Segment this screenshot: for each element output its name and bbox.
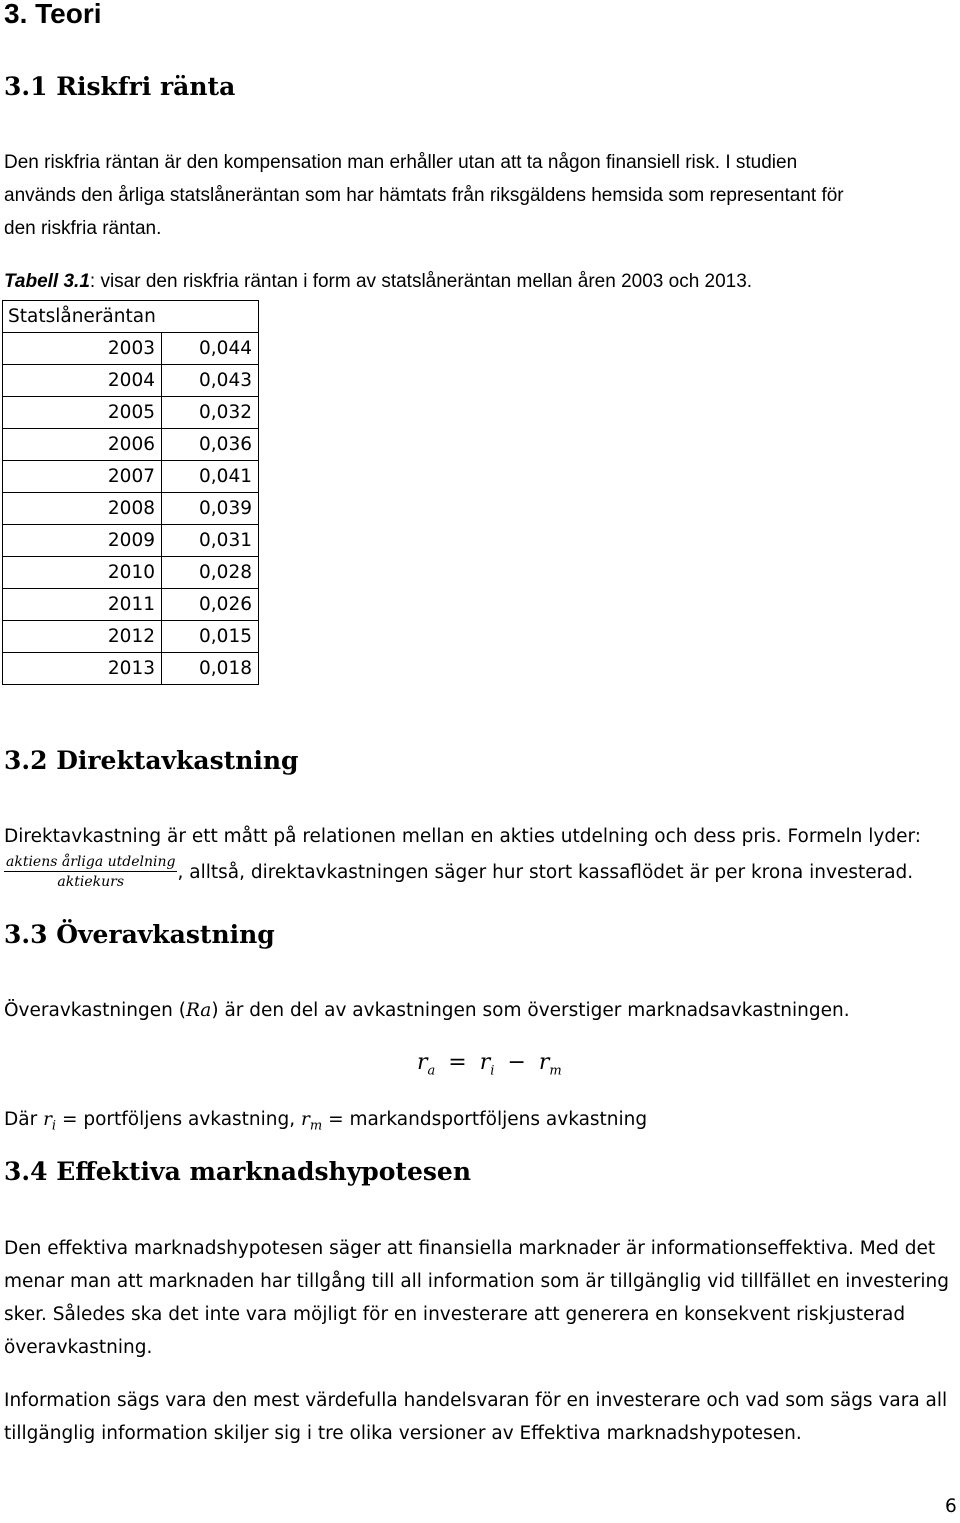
year-cell: 2009 [3,525,162,557]
paragraph-line: överavkastning. [4,1337,153,1358]
year-cell: 2007 [3,461,162,493]
section-3-2-title: 3.2 Direktavkastning [4,746,299,775]
year-cell: 2006 [3,429,162,461]
table-caption-text: : visar den riskfria räntan i form av statslåneräntan mellan åren 2003 och 2013. [89,271,753,292]
excess-return-formula [417,1050,562,1078]
text-fragment: Där [4,1109,44,1130]
text-fragment: = markandsportföljens avkastning [322,1109,648,1130]
formula-minus: − [507,1050,526,1075]
section-3-3-title: 3.3 Överavkastning [4,920,275,949]
table-row [3,429,259,461]
fraction-numerator: aktiens årliga utdelning [6,854,176,870]
year-cell: 2010 [3,557,162,589]
formula-var: r [417,1050,428,1075]
math-subscript: m [309,1118,323,1134]
page-number: 6 [945,1496,957,1517]
fraction [4,853,177,892]
year-cell: 2005 [3,397,162,429]
rate-cell: 0,018 [162,653,259,685]
table-row [3,589,259,621]
formula-var: r [479,1050,491,1075]
section-3-1-paragraph [4,146,844,245]
rate-cell: 0,044 [162,333,259,365]
text-fragment: Överavkastningen ( [4,1000,186,1021]
table-row [3,621,259,653]
year-cell: 2008 [3,493,162,525]
formula-explanation: , alltså, direktavkastningen säger hur stort kassaflödet är per krona investerad. [177,862,914,883]
paragraph-line: tillgänglig information skiljer sig i tre olika versioner av Effektiva marknadshypotesen. [4,1423,802,1444]
text-fragment: ) är den del av avkastningen som överstiger marknadsavkastningen. [211,1000,850,1021]
table-row [3,461,259,493]
section-3-4-paragraph-1 [4,1232,949,1364]
table-row [3,493,259,525]
rates-table [2,300,259,685]
table-caption [4,265,752,298]
formula-equals: = [448,1050,467,1075]
table-row [3,333,259,365]
year-cell: 2011 [3,589,162,621]
paragraph-line: den riskfria räntan. [4,218,162,239]
fraction-denominator: aktiekurs [57,874,125,890]
section-3-3-line [4,994,850,1027]
rate-cell: 0,031 [162,525,259,557]
table-row [3,525,259,557]
year-cell: 2012 [3,621,162,653]
year-cell: 2004 [3,365,162,397]
formula-legend [4,1103,647,1143]
table-row [3,397,259,429]
rate-cell: 0,043 [162,365,259,397]
formula-sub: a [427,1063,436,1079]
table-header: Statslåneräntan [3,301,259,333]
table-caption-label: Tabell 3.1 [4,271,90,292]
chapter-title: 3. Teori [4,0,102,29]
rate-cell: 0,041 [162,461,259,493]
section-3-2-line: Direktavkastning är ett mått på relationen mellan en akties utdelning och dess pris. Formeln lyder: [4,826,921,847]
paragraph-line: menar man att marknaden har tillgång till all information som är tillgänglig vid tillfället en investering [4,1271,949,1292]
math-subscript: i [51,1118,57,1134]
formula-sub: m [549,1063,562,1079]
math-variable: r [301,1109,310,1130]
dividend-yield-formula [4,853,913,892]
math-variable: r [43,1109,52,1130]
section-3-4-paragraph-2 [4,1384,947,1450]
section-3-4-title: 3.4 Effektiva marknadshypotesen [4,1157,472,1186]
rate-cell: 0,026 [162,589,259,621]
rate-cell: 0,015 [162,621,259,653]
text-fragment: = portföljens avkastning, [56,1109,302,1130]
section-3-1-title: 3.1 Riskfri ränta [4,72,236,101]
formula-sub: i [490,1063,495,1079]
year-cell: 2003 [3,333,162,365]
table-row [3,557,259,589]
rate-cell: 0,036 [162,429,259,461]
formula-var: r [538,1050,550,1075]
paragraph-line: Information sägs vara den mest värdefulla handelsvaran för en investerare och vad som sägs vara all [4,1390,948,1411]
paragraph-line: sker. Således ska det inte vara möjligt för en investerare att generera en konsekvent riskjusterad [4,1304,906,1325]
rate-cell: 0,028 [162,557,259,589]
paragraph-line: används den årliga statslåneräntan som har hämtats från riksgäldens hemsida som representant för [4,185,844,206]
paragraph-line: Den effektiva marknadshypotesen säger att finansiella marknader är informationseffektiva. Med det [4,1238,936,1259]
table-row [3,365,259,397]
rate-cell: 0,039 [162,493,259,525]
table-header-row [3,301,259,333]
year-cell: 2013 [3,653,162,685]
table-row [3,653,259,685]
rate-cell: 0,032 [162,397,259,429]
paragraph-line: Den riskfria räntan är den kompensation man erhåller utan att ta någon finansiell risk. I studien [4,152,798,173]
math-variable: Ra [185,1000,212,1021]
